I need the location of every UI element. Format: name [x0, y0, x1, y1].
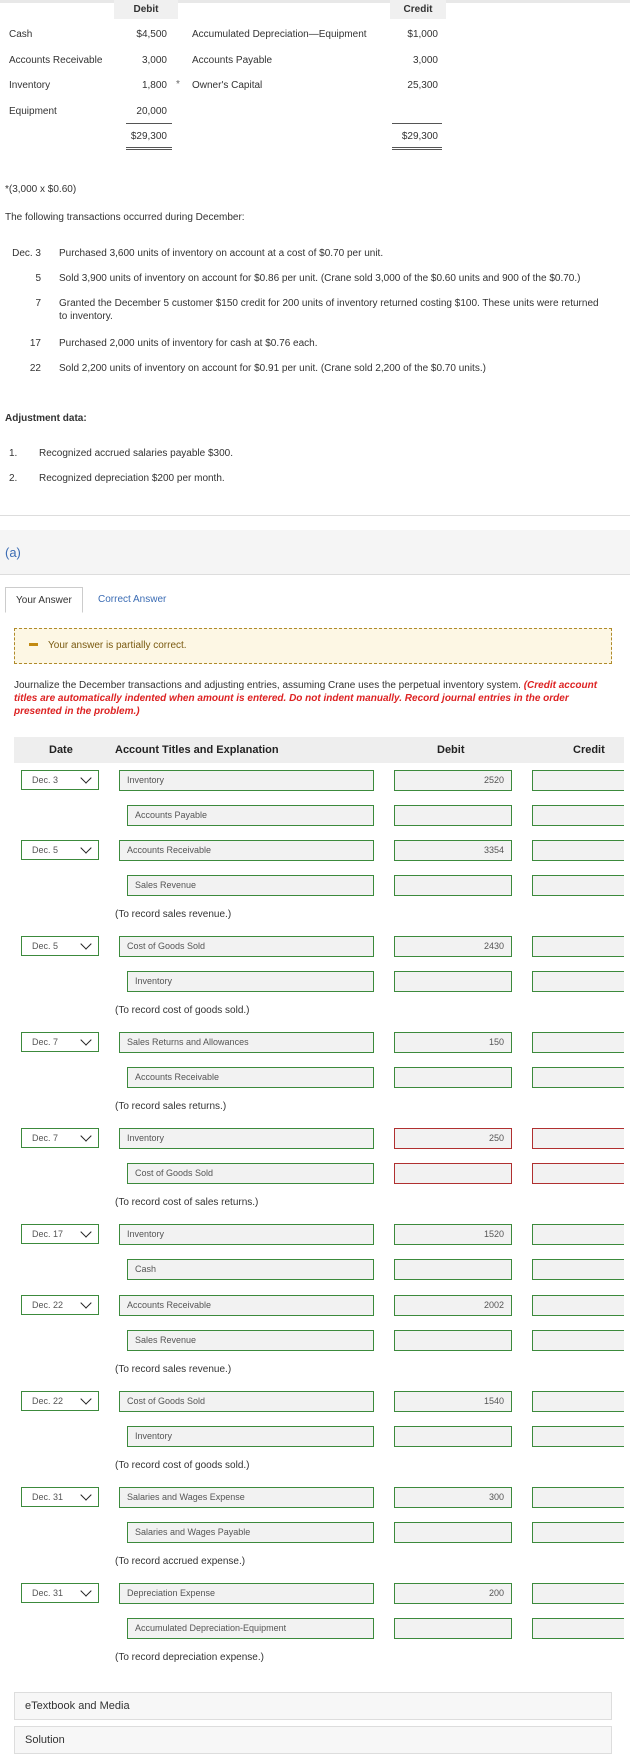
date-value: Dec. 22	[32, 1396, 64, 1406]
etextbook-media-section[interactable]: eTextbook and Media	[14, 1692, 612, 1720]
date-value: Dec. 31	[32, 1588, 64, 1598]
debit-amount-input[interactable]: 1540	[394, 1391, 512, 1412]
credit-amount-input[interactable]	[532, 1067, 624, 1088]
inventory-footnote: *(3,000 x $0.60)	[5, 184, 77, 195]
credit-amount-input[interactable]	[532, 1295, 624, 1316]
entry-explanation: (To record sales revenue.)	[115, 909, 232, 920]
solution-section[interactable]: Solution	[14, 1726, 612, 1754]
debit-amount-input[interactable]: 250	[394, 1128, 512, 1149]
debit-amount-input[interactable]: 200	[394, 1583, 512, 1604]
credit-amount-input[interactable]	[532, 875, 624, 896]
debit-account-input[interactable]: Cost of Goods Sold	[119, 1391, 374, 1412]
credit-column-header: Credit	[390, 0, 446, 19]
debit-amount-input[interactable]: 2520	[394, 770, 512, 791]
date-value: Dec. 7	[32, 1037, 59, 1047]
balance-credit: 3,000	[412, 55, 438, 66]
balance-left-account: Inventory	[9, 80, 51, 91]
credit-account-input[interactable]: Accumulated Depreciation-Equipment	[127, 1618, 374, 1639]
debit-amount-input[interactable]: 300	[394, 1487, 512, 1508]
debit-amount-input[interactable]: 150	[394, 1032, 512, 1053]
balance-left-account: Accounts Receivable	[9, 55, 103, 66]
credit-total-rule	[392, 123, 442, 124]
balance-debit: 3,000	[141, 55, 167, 66]
debit-amount-input[interactable]	[394, 1618, 512, 1639]
entry-explanation: (To record cost of goods sold.)	[115, 1460, 250, 1471]
credit-amount-input[interactable]	[532, 1583, 624, 1604]
credit-amount-input[interactable]	[532, 1032, 624, 1053]
section-divider	[0, 574, 630, 575]
debit-account-input[interactable]: Depreciation Expense	[119, 1583, 374, 1604]
credit-account-input[interactable]: Sales Revenue	[127, 875, 374, 896]
chevron-down-icon	[80, 1489, 91, 1500]
partial-icon	[29, 643, 38, 646]
chevron-down-icon	[80, 772, 91, 783]
debit-amount-input[interactable]	[394, 971, 512, 992]
credit-amount-input[interactable]	[532, 971, 624, 992]
debit-account-input[interactable]: Accounts Receivable	[119, 1295, 374, 1316]
part-label: (a)	[5, 545, 21, 560]
date-value: Dec. 5	[32, 845, 59, 855]
credit-account-input[interactable]: Salaries and Wages Payable	[127, 1522, 374, 1543]
entry-explanation: (To record depreciation expense.)	[115, 1652, 264, 1663]
chevron-down-icon	[80, 1226, 91, 1237]
transaction-text: Purchased 2,000 units of inventory for cash at $0.76 each.	[59, 338, 318, 349]
credit-account-input[interactable]: Inventory	[127, 1426, 374, 1447]
debit-amount-input[interactable]	[394, 1330, 512, 1351]
credit-amount-input[interactable]	[532, 1330, 624, 1351]
tab-your-answer[interactable]: Your Answer	[5, 587, 83, 613]
credit-account-input[interactable]: Accounts Payable	[127, 805, 374, 826]
credit-amount-input[interactable]	[532, 1487, 624, 1508]
footnote-mark: *	[176, 79, 180, 90]
transaction-text: Granted the December 5 customer $150 credit for 200 units of inventory returned costing $100. These units were returned to inventory.	[59, 298, 599, 322]
balance-credit: $1,000	[407, 29, 438, 40]
credit-account-input[interactable]: Cost of Goods Sold	[127, 1163, 374, 1184]
debit-column-header: Debit	[114, 0, 178, 19]
balance-right-account: Accumulated Depreciation—Equipment	[192, 29, 367, 40]
date-header: Date	[49, 744, 73, 756]
debit-account-input[interactable]: Sales Returns and Allowances	[119, 1032, 374, 1053]
debit-amount-input[interactable]: 2430	[394, 936, 512, 957]
balance-debit: 20,000	[136, 106, 167, 117]
journal-header	[14, 737, 624, 763]
credit-amount-input[interactable]	[532, 1128, 624, 1149]
balance-right-account: Owner's Capital	[192, 80, 263, 91]
date-value: Dec. 22	[32, 1300, 64, 1310]
chevron-down-icon	[80, 842, 91, 853]
debit-account-input[interactable]: Accounts Receivable	[119, 840, 374, 861]
debit-amount-input[interactable]	[394, 875, 512, 896]
chevron-down-icon	[80, 1034, 91, 1045]
adjustment-text: Recognized depreciation $200 per month.	[39, 473, 225, 484]
credit-amount-input[interactable]	[532, 1224, 624, 1245]
transaction-text: Purchased 3,600 units of inventory on account at a cost of $0.70 per unit.	[59, 248, 384, 259]
credit-account-input[interactable]: Cash	[127, 1259, 374, 1280]
part-header	[0, 530, 630, 574]
credit-double-rule	[392, 147, 442, 150]
adjustment-number: 1.	[9, 448, 18, 459]
date-select[interactable]	[21, 1583, 99, 1603]
debit-amount-input[interactable]	[394, 1522, 512, 1543]
top-border	[0, 0, 630, 3]
adjustment-text: Recognized accrued salaries payable $300.	[39, 448, 234, 459]
transaction-date: 5	[35, 273, 41, 284]
instructions	[14, 679, 614, 718]
balance-left-account: Equipment	[9, 106, 57, 117]
date-value: Dec. 31	[32, 1492, 64, 1502]
debit-amount-input[interactable]	[394, 1067, 512, 1088]
debit-account-input[interactable]: Inventory	[119, 1128, 374, 1149]
transaction-date: 7	[35, 298, 41, 309]
balance-debit: $4,500	[136, 29, 167, 40]
debit-amount-input[interactable]	[394, 1163, 512, 1184]
date-select[interactable]	[21, 1128, 99, 1148]
intro-text: The following transactions occurred during December:	[5, 212, 245, 223]
date-select[interactable]	[21, 770, 99, 790]
chevron-down-icon	[80, 1130, 91, 1141]
balance-left-account: Cash	[9, 29, 33, 40]
debit-double-rule	[126, 147, 172, 150]
adjustment-number: 2.	[9, 473, 18, 484]
entry-explanation: (To record cost of sales returns.)	[115, 1197, 259, 1208]
credit-amount-input[interactable]	[532, 770, 624, 791]
debit-account-input[interactable]: Cost of Goods Sold	[119, 936, 374, 957]
instruction-warning: (Credit account titles are automatically indented when amount is entered. Do not indent manually. Record journal entries in the order presented in the problem.)	[14, 680, 598, 717]
balance-right-account: Accounts Payable	[192, 55, 273, 66]
chevron-down-icon	[80, 1393, 91, 1404]
credit-amount-input[interactable]	[532, 840, 624, 861]
credit-amount-input[interactable]	[532, 1426, 624, 1447]
adjustment-title: Adjustment data:	[5, 413, 87, 424]
date-select[interactable]	[21, 1487, 99, 1507]
debit-amount-input[interactable]	[394, 805, 512, 826]
partial-correct-notice	[14, 628, 612, 664]
credit-account-input[interactable]: Accounts Receivable	[127, 1067, 374, 1088]
date-select[interactable]	[21, 1032, 99, 1052]
balance-debit: 1,800	[141, 80, 167, 91]
total-debit: $29,300	[130, 131, 167, 142]
chevron-down-icon	[80, 1297, 91, 1308]
debit-header: Debit	[437, 744, 465, 756]
credit-amount-input[interactable]	[532, 1522, 624, 1543]
date-select[interactable]	[21, 840, 99, 860]
credit-amount-input[interactable]	[532, 805, 624, 826]
date-select[interactable]	[21, 1224, 99, 1244]
credit-header: Credit	[573, 744, 605, 756]
debit-account-input[interactable]: Inventory	[119, 1224, 374, 1245]
debit-total-rule	[126, 123, 172, 124]
debit-amount-input[interactable]	[394, 1259, 512, 1280]
credit-amount-input[interactable]	[532, 936, 624, 957]
date-value: Dec. 5	[32, 941, 59, 951]
credit-amount-input[interactable]	[532, 1391, 624, 1412]
transaction-date: Dec. 3	[12, 248, 41, 259]
total-credit: $29,300	[401, 131, 438, 142]
balance-credit: 25,300	[407, 80, 438, 91]
debit-amount-input[interactable]	[394, 1426, 512, 1447]
notice-text: Your answer is partially correct.	[48, 640, 187, 651]
debit-amount-input[interactable]: 2002	[394, 1295, 512, 1316]
transaction-text: Sold 2,200 units of inventory on account for $0.91 per unit. (Crane sold 2,200 of the $0.70 units.)	[59, 363, 486, 374]
date-value: Dec. 3	[32, 775, 59, 785]
section-divider	[0, 515, 630, 516]
date-value: Dec. 17	[32, 1229, 64, 1239]
debit-amount-input[interactable]: 1520	[394, 1224, 512, 1245]
credit-amount-input[interactable]	[532, 1618, 624, 1639]
credit-account-input[interactable]: Sales Revenue	[127, 1330, 374, 1351]
entry-explanation: (To record accrued expense.)	[115, 1556, 246, 1567]
date-select[interactable]	[21, 1295, 99, 1315]
transaction-date: 22	[29, 363, 41, 374]
entry-explanation: (To record cost of goods sold.)	[115, 1005, 250, 1016]
tab-correct-answer[interactable]: Correct Answer	[98, 594, 167, 605]
transaction-date: 17	[29, 338, 41, 349]
entry-explanation: (To record sales revenue.)	[115, 1364, 232, 1375]
instruction-text: Journalize the December transactions and adjusting entries, assuming Crane uses the perpetual inventory system.	[14, 680, 521, 691]
entry-explanation: (To record sales returns.)	[115, 1101, 227, 1112]
transaction-text: Sold 3,900 units of inventory on account for $0.86 per unit. (Crane sold 3,000 of the $0.60 units and 900 of the $0.70.)	[59, 273, 581, 284]
debit-amount-input[interactable]: 3354	[394, 840, 512, 861]
debit-account-input[interactable]: Inventory	[119, 770, 374, 791]
date-value: Dec. 7	[32, 1133, 59, 1143]
debit-account-input[interactable]: Salaries and Wages Expense	[119, 1487, 374, 1508]
credit-amount-input[interactable]	[532, 1163, 624, 1184]
credit-amount-input[interactable]	[532, 1259, 624, 1280]
credit-account-input[interactable]: Inventory	[127, 971, 374, 992]
chevron-down-icon	[80, 938, 91, 949]
date-select[interactable]	[21, 1391, 99, 1411]
date-select[interactable]	[21, 936, 99, 956]
account-header: Account Titles and Explanation	[115, 744, 279, 756]
chevron-down-icon	[80, 1585, 91, 1596]
